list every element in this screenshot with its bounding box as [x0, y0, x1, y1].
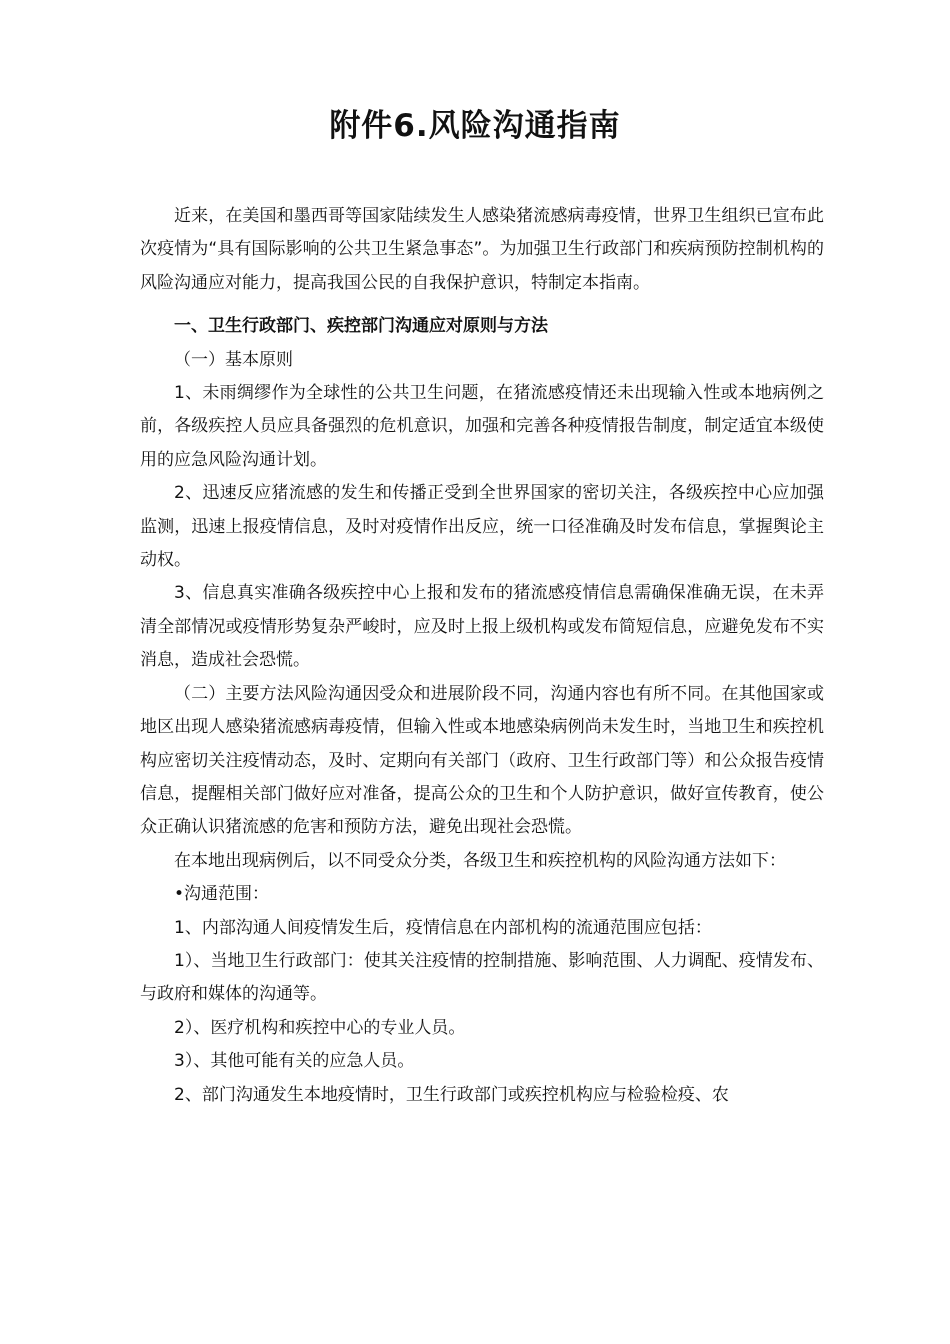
methods-paragraph: （二）主要方法风险沟通因受众和进展阶段不同，沟通内容也有所不同。在其他国家或地区出现人感染猪流感病毒疫情，但输入性或本地感染病例尚未发生时，当地卫生和疾控机构应密切关注疫情动态，及时、定期向有关部门（政府、卫生行政部门等）和公众报告疫情信息，提醒相关部门做好应对准备，提高公众的卫生和个人防护意识，做好宣传教育，使公众正确认识猪流感的危害和预防方法，避免出现社会恐慌。 [140, 683, 824, 838]
list-item-2: 2）、医疗机构和疾控中心的专业人员。 [174, 1017, 466, 1038]
department-communication: 2、部门沟通发生本地疫情时，卫生行政部门或疾控机构应与检验检疫、农 [174, 1084, 729, 1105]
local-cases-paragraph: 在本地出现病例后，以不同受众分类，各级卫生和疾控机构的风险沟通方法如下： [174, 850, 786, 871]
document-body [140, 200, 824, 1112]
principle-2: 2、迅速反应猪流感的发生和传播正受到全世界国家的密切关注，各级疾控中心应加强监测，迅速上报疫情信息，及时对疫情作出反应，统一口径准确及时发布信息，掌握舆论主动权。 [140, 483, 824, 571]
subsection-heading: （一）基本原则 [174, 349, 293, 370]
section-heading: 一、卫生行政部门、疾控部门沟通应对原则与方法 [174, 316, 548, 337]
principle-3: 3、信息真实准确各级疾控中心上报和发布的猪流感疫情信息需确保准确无误，在未弄清全部情况或疫情形势复杂严峻时，应及时上报上级机构或发布简短信息，应避免发布不实消息，造成社会恐慌。 [140, 583, 824, 671]
internal-communication: 1、内部沟通人间疫情发生后，疫情信息在内部机构的流通范围应包括： [174, 917, 712, 938]
scope-heading: •沟通范围： [174, 884, 270, 905]
document-title: 附件6.风险沟通指南 [329, 108, 621, 144]
intro-paragraph: 近来，在美国和墨西哥等国家陆续发生人感染猪流感病毒疫情，世界卫生组织已宣布此次疫情为“具有国际影响的公共卫生紧急事态”。为加强卫生行政部门和疾病预防控制机构的风险沟通应对能力，提高我国公民的自我保护意识，特制定本指南。 [140, 206, 824, 293]
list-item-3: 3）、其他可能有关的应急人员。 [174, 1051, 415, 1072]
list-item-1: 1）、当地卫生行政部门：使其关注疫情的控制措施、影响范围、人力调配、疫情发布、与政府和媒体的沟通等。 [140, 950, 824, 1005]
principle-1: 1、未雨绸缪作为全球性的公共卫生问题，在猪流感疫情还未出现输入性或本地病例之前，各级疾控人员应具备强烈的危机意识，加强和完善各种疫情报告制度，制定适宜本级使用的应急风险沟通计划。 [140, 383, 824, 470]
